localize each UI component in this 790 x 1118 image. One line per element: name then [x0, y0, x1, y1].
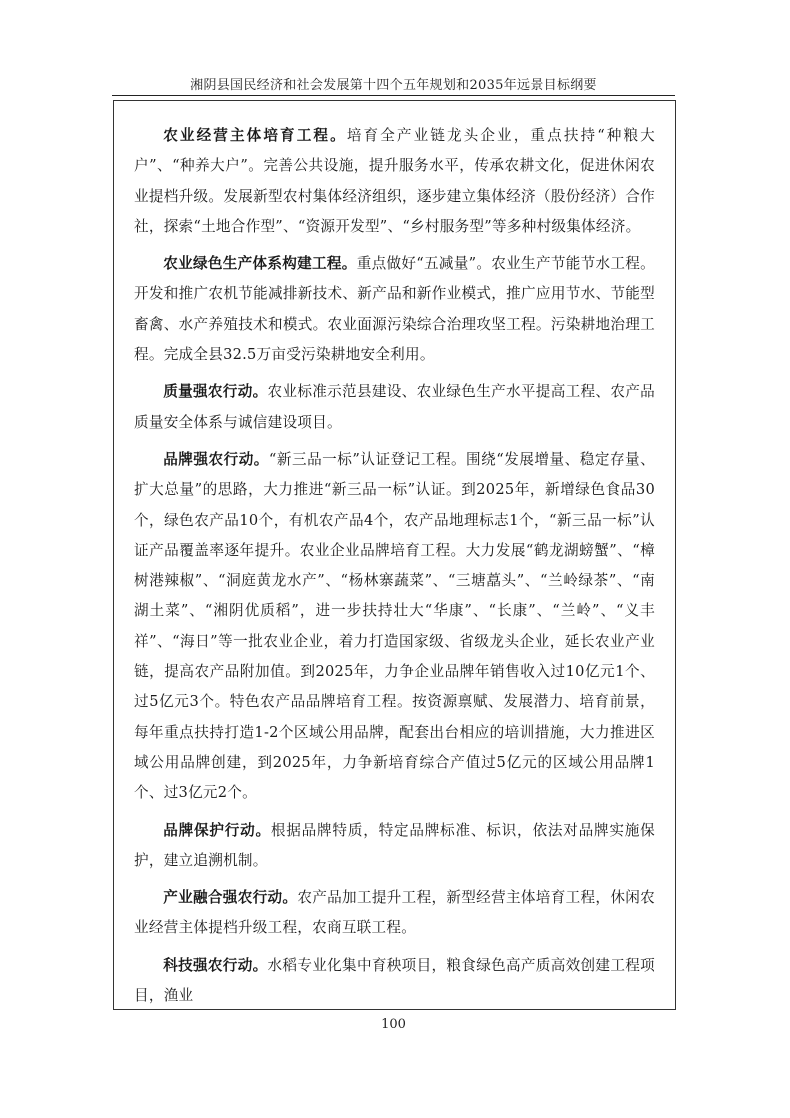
paragraph-body: 水稻专业化集中育秧项目，粮食绿色高产质高效创建工程项目，渔业	[134, 956, 655, 1005]
paragraph-green-production	[134, 249, 655, 370]
paragraph-lead: 科技强农行动。	[163, 956, 268, 974]
paragraph-technology	[134, 951, 655, 1010]
paragraph-body: 农产品加工提升工程，新型经营主体培育工程，休闲农业经营主体提档升级工程，农商互联工程。	[134, 889, 655, 937]
page-number: 100	[381, 1017, 406, 1032]
paragraph-lead: 质量强农行动。	[163, 383, 268, 401]
paragraph-integration	[134, 883, 655, 944]
paragraph-body: 重点做好“五减量”。农业生产节能节水工程。开发和推广农机节能减排新技术、新产品和新作业模式，推广应用节水、节能型畜禽、水产养殖技术和模式。农业面源污染综合治理攻坚工程。污染耕地治理工程。完成全县32.5万亩受污染耕地安全利用。	[134, 255, 655, 364]
paragraph-lead: 农业经营主体培育工程。	[163, 127, 347, 144]
paragraph-quality	[134, 377, 655, 438]
paragraph-agri-operators	[134, 121, 655, 242]
paragraph-brand	[134, 445, 655, 809]
paragraph-lead: 品牌强农行动。	[163, 450, 269, 468]
paragraph-lead: 农业绿色生产体系构建工程。	[163, 255, 357, 273]
project-box	[113, 100, 676, 1010]
paragraph-body: 农业标准示范县建设、农业绿色生产水平提高工程、农产品质量安全体系与诚信建设项目。	[134, 383, 655, 431]
paragraph-brand-protection	[134, 816, 655, 877]
paragraph-lead: 产业融合强农行动。	[163, 889, 298, 907]
paragraph-lead: 品牌保护行动。	[163, 821, 271, 839]
paragraph-body: “新三品一标”认证登记工程。围绕“发展增量、稳定存量、扩大总量”的思路，大力推进“新三品一标”认证。到2025年，新增绿色食品30个，绿色农产品10个，有机农产品4个，农产品地理标志1个，“新三品一标”认证产品覆盖率逐年提升。农业企业品牌培育工程。大力发展“鹤龙湖螃蟹”、“樟树港辣椒”、“洞庭黄龙水产”、“杨林寨蔬菜”、“三塘藠头”、“兰岭绿茶”、“南湖土菜”、“湘阴优质稻”，进一步扶持壮大“华康”、“长康”、“兰岭”、“义丰祥”、“海日”等一批农业企业，着力打造国家级、省级龙头企业，延长农业产业链，提高农产品附加值。到2025年，力争企业品牌年销售收入过10亿元1个、过5亿元3个。特色农产品品牌培育工程。按资源禀赋、发展潜力、培育前景，每年重点扶持打造1-2个区域公用品牌，配套出台相应的培训措施，大力推进区域公用品牌创建，到2025年，力争新培育综合产值过5亿元的区域公用品牌1个、过3亿元2个。	[134, 450, 655, 802]
paragraph-body: 根据品牌特质，特定品牌标准、标识，依法对品牌实施保护，建立追溯机制。	[134, 821, 655, 869]
paragraph-body: 培育全产业链龙头企业，重点扶持“种粮大户”、“种养大户”。完善公共设施，提升服务水平，传承农耕文化，促进休闲农业提档升级。发展新型农村集体经济组织，逐步建立集体经济（股份经济）合作社，探索“土地合作型”、“资源开发型”、“乡村服务型”等多种村级集体经济。	[134, 127, 655, 235]
running-header: 湘阴县国民经济和社会发展第十四个五年规划和2035年远景目标纲要	[190, 78, 597, 93]
header-rule	[112, 95, 675, 96]
box-content	[134, 121, 655, 1010]
